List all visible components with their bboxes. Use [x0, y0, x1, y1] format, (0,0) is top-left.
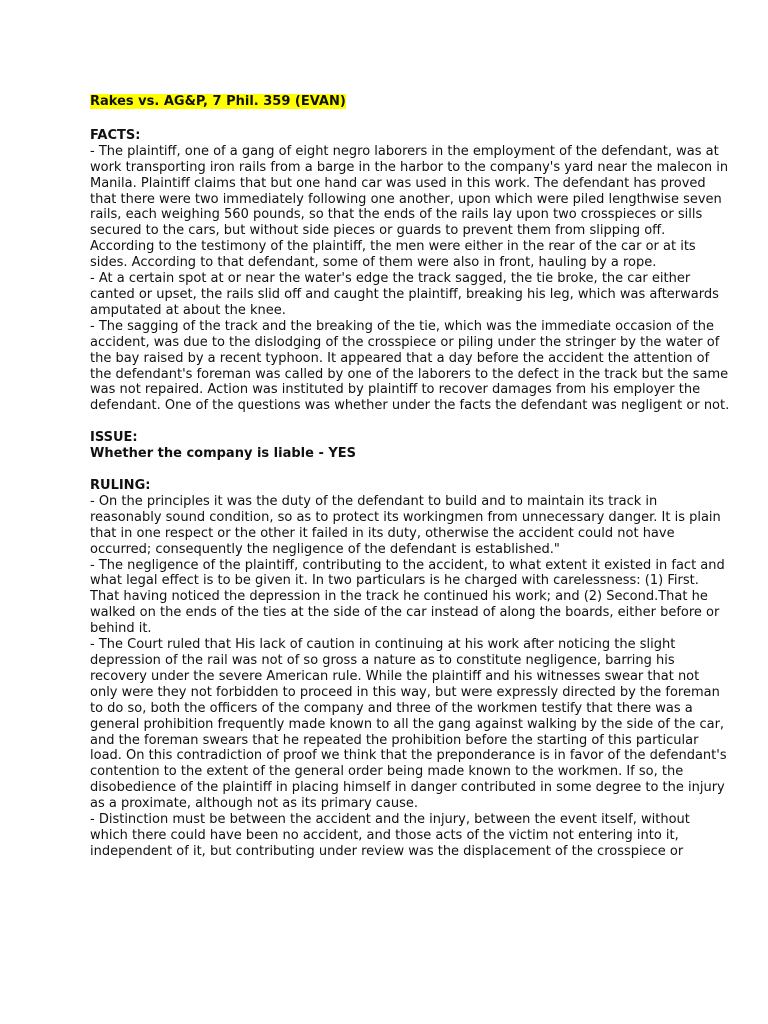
facts-paragraph: - The plaintiff, one of a gang of eight negro laborers in the employment of the defendant, was at work transporting iron rails from a barge in the harbor to the company's yard near the malecon in Manila. Plaintiff claims that but one hand car was used in this work. The defendant has proved that there were two immediately following one another, upon which were piled lengthwise seven rails, each weighing 560 pounds, so that the ends of the rails lay upon two crosspieces or sills secured to the cars, but without side pieces or guards to prevent them from slipping off. According to the testimony of the plaintiff, the men were either in the rear of the car or at its sides. According to that defendant, some of them were also in front, hauling by a rope. [90, 143, 729, 271]
section-spacer [90, 462, 730, 478]
ruling-heading: RULING: [90, 478, 151, 494]
ruling-paragraph: - The negligence of the plaintiff, contributing to the accident, to what extent it existed in fact and what legal effect is to be given it. In two particulars is he charged with carelessness: (1) First. That having noticed the depression in the track he continued his work; and (2) Second.That he walked on the ends of the ties at the side of the car instead of along the boards, either before or behind it. [90, 557, 725, 637]
ruling-paragraph: - The Court ruled that His lack of caution in continuing at his work after noticing the slight depression of the rail was not of so gross a nature as to constitute negligence, barring his recovery under the severe American rule. While the plaintiff and his witnesses swear that not only were they not forbidden to proceed in this way, but were expressly directed by the foreman to do so, both the officers of the company and three of the workmen testify that there was a general prohibition frequently made known to all the gang against walking by the side of the car, and the foreman swears that he repeated the prohibition before the starting of this particular load. On this contradiction of proof we think that the preponderance is in favor of the defendant's contention to the extent of the general order being made known to the workmen. If so, the disobedience of the plaintiff in placing himself in danger contributed in some degree to the injury as a proximate, although not as its primary cause. [90, 637, 727, 812]
issue-heading: ISSUE: [90, 430, 138, 446]
facts-paragraph: - At a certain spot at or near the water's edge the track sagged, the tie broke, the car either canted or upset, the rails slid off and caught the plaintiff, breaking his leg, which was afterwards amputated at about the knee. [90, 271, 719, 318]
facts-paragraph: - The sagging of the track and the breaking of the tie, which was the immediate occasion of the accident, was due to the dislodging of the crosspiece or piling under the stringer by the water of the bay raised by a recent typhoon. It appeared that a day before the accident the attention of the defendant's foreman was called by one of the laborers to the defect in the track but the same was not repaired. Action was instituted by plaintiff to recover damages from his employer the defendant. One of the questions was whether under the facts the defendant was negligent or not. [90, 318, 730, 414]
ruling-paragraph: - On the principles it was the duty of the defendant to build and to maintain its track in reasonably sound condition, so as to protect its workingmen from unnecessary danger. It is plain that in one respect or the other it failed in its duty, otherwise the accident could not have occurred; consequently the negligence of the defendant is established." [90, 493, 721, 557]
issue-text: Whether the company is liable - YES [90, 446, 357, 462]
document-title [90, 94, 730, 110]
ruling-paragraph: - Distinction must be between the accident and the injury, between the event itself, without which there could have been no accident, and those acts of the victim not entering into it, independent of it, but contributing under review was the displacement of the crosspiece or [90, 812, 690, 859]
section-spacer [90, 414, 730, 430]
facts-heading: FACTS: [90, 127, 141, 143]
document-page [90, 94, 730, 860]
document-title-highlight: Rakes vs. AG&P, 7 Phil. 359 (EVAN) [90, 94, 346, 109]
